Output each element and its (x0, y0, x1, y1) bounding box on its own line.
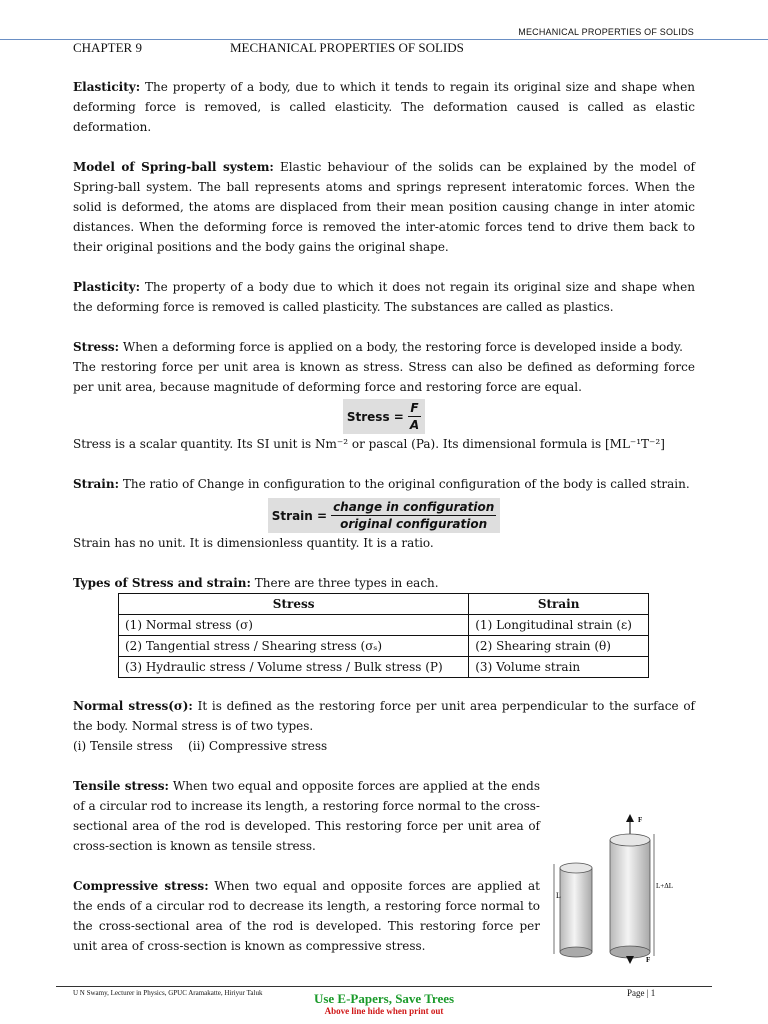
text-compressive: When two equal and opposite forces are applied at the ends of a circular rod to decrease its length, a restoring force normal to the cross-sectional area of the rod is developed. This restoring force per unit area of cross-section is known as compressive stress. (73, 879, 540, 953)
para-normal-stress (73, 696, 695, 736)
label-f-top: F (638, 816, 643, 824)
label-l: L (556, 891, 561, 900)
stress-numerator: F (410, 401, 419, 415)
cylinder-original-base (560, 947, 592, 957)
strain-formula (73, 498, 695, 533)
strain-fraction (331, 499, 496, 532)
table-cell: (1) Longitudinal strain (ε) (469, 615, 649, 636)
table-row (119, 636, 649, 657)
cylinder-stretched-top (610, 834, 650, 846)
term-normal-stress: Normal stress(σ): (73, 699, 193, 713)
table-row (119, 615, 649, 636)
stress-formula-box (343, 399, 425, 434)
footer-rule (56, 986, 712, 987)
eco-banner-note: Above line hide when print out (324, 1006, 444, 1016)
running-header: MECHANICAL PROPERTIES OF SOLIDS (518, 27, 694, 37)
chapter-title: MECHANICAL PROPERTIES OF SOLIDS (230, 40, 464, 55)
para-stress (73, 337, 695, 357)
term-spring-ball: Model of Spring-ball system: (73, 160, 274, 174)
para-strain-unit: Strain has no unit. It is dimensionless quantity. It is a ratio. (73, 536, 434, 550)
table-cell: (3) Volume strain (469, 657, 649, 678)
text-strain: The ratio of Change in configuration to the original configuration of the body is called strain. (119, 477, 690, 491)
para-strain (73, 474, 695, 494)
types-table (118, 593, 649, 678)
cylinder-stretched (610, 840, 650, 952)
header-stress: Stress (119, 594, 469, 615)
cylinder-original (560, 868, 592, 952)
table-row (119, 657, 649, 678)
para-types (73, 573, 695, 593)
text-types: There are three types in each. (250, 576, 439, 590)
stress-denominator: A (409, 418, 420, 432)
para-tensile (73, 776, 540, 856)
page-number: Page | 1 (627, 988, 656, 998)
strain-formula-box (268, 498, 500, 533)
eco-banner: Use E-Papers, Save Trees (313, 991, 455, 1006)
para-compressive (73, 876, 540, 956)
text-tensile: When two equal and opposite forces are applied at the ends of a circular rod to increase its length, a restoring force normal to the cross-sectional area of the rod is developed. This restoring force per unit area of cross-section is known as tensile stress. (73, 779, 541, 853)
text-stress: When a deforming force is applied on a body, the restoring force is developed inside a body. (119, 340, 683, 354)
para-spring-ball (73, 157, 695, 257)
text-spring-ball: Elastic behaviour of the solids can be explained by the model of Spring-ball system. The ball represents atoms and springs represent interatomic forces. When the solid is deformed, the atoms are displaced from their mean position causing change in inter atomic distances. When the deforming force is removed the inter-atomic forces tend to drive them back to their original positions and the body gains the original shape. (73, 160, 695, 254)
arrow-head-top (626, 814, 634, 822)
table-cell: (1) Normal stress (σ) (119, 615, 469, 636)
types-table-header (119, 594, 649, 615)
para-plasticity (73, 277, 695, 317)
term-types: Types of Stress and strain: (73, 576, 251, 590)
chapter-number: CHAPTER 9 (73, 40, 142, 55)
text-elasticity: The property of a body, due to which it tends to regain its original size and shape when deforming force is removed, is called elasticity. The deformation caused is called as elastic deformation. (73, 80, 695, 134)
term-tensile: Tensile stress: (73, 779, 169, 793)
strain-formula-lhs: Strain = (271, 508, 328, 523)
table-cell: (3) Hydraulic stress / Volume stress / Bulk stress (P) (119, 657, 469, 678)
term-stress: Stress: (73, 340, 120, 354)
stress-fraction (408, 400, 421, 433)
para-elasticity (73, 77, 695, 137)
strain-denominator: original configuration (340, 517, 488, 531)
footer-author: U N Swamy, Lecturer in Physics, GPUC Aramakatte, Hiriyur Taluk (73, 989, 263, 997)
strain-numerator: change in configuration (333, 500, 495, 514)
term-plasticity: Plasticity: (73, 280, 141, 294)
term-compressive: Compressive stress: (73, 879, 209, 893)
label-l-delta: L+ΔL (656, 882, 674, 890)
stress-formula (73, 399, 695, 434)
header-strain: Strain (469, 594, 649, 615)
para-stress-def: The restoring force per unit area is known as stress. Stress can also be defined as deforming force per unit area, because magnitude of deforming force and restoring force are equal. (73, 360, 695, 394)
table-cell: (2) Tangential stress / Shearing stress (σₛ) (119, 636, 469, 657)
term-elasticity: Elasticity: (73, 80, 141, 94)
text-plasticity: The property of a body due to which it does not regain its original size and shape when the deforming force is removed is called plasticity. The substances are called as plastics. (73, 280, 695, 314)
para-stress-unit: Stress is a scalar quantity. Its SI unit is Nm⁻² or pascal (Pa). Its dimensional formula is [ML⁻¹T⁻²] (73, 437, 665, 451)
cylinder-original-top (560, 863, 592, 873)
chapter-heading (73, 40, 693, 56)
label-f-bottom: F (646, 956, 651, 964)
arrow-head-bottom (626, 956, 634, 964)
para-normal-list: (i) Tensile stress (ii) Compressive stress (73, 739, 328, 753)
text-normal-stress: It is defined as the restoring force per unit area perpendicular to the surface of the body. Normal stress is of two types. (73, 699, 695, 733)
rod-figure (546, 814, 676, 964)
table-cell: (2) Shearing strain (θ) (469, 636, 649, 657)
term-strain: Strain: (73, 477, 120, 491)
stress-formula-lhs: Stress = (346, 409, 404, 424)
